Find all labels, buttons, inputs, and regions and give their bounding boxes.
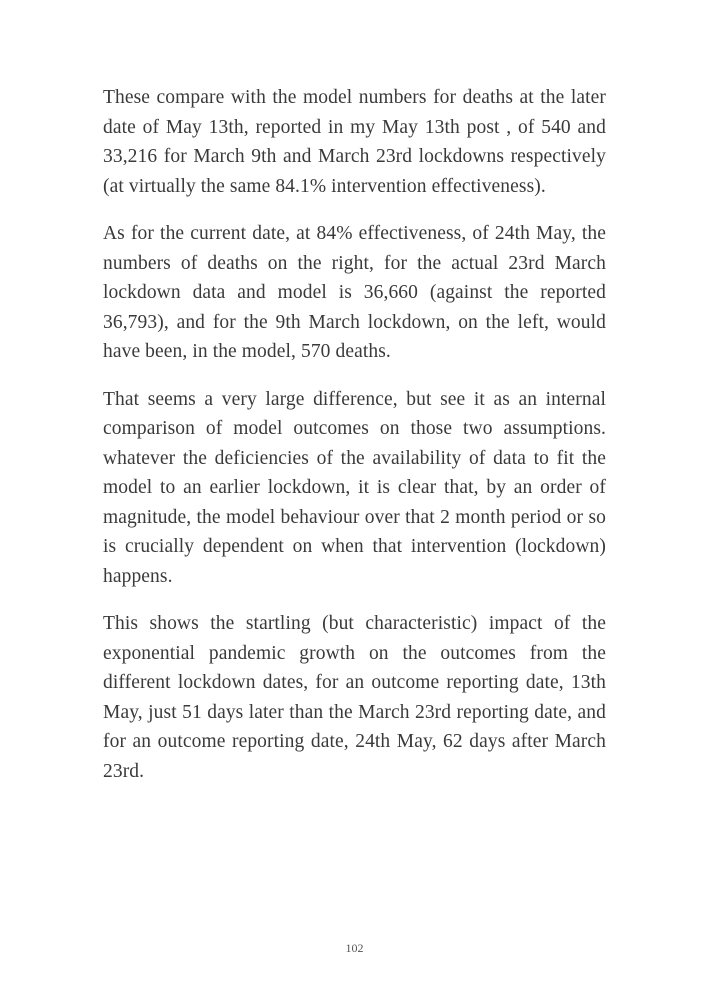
paragraph: That seems a very large difference, but see it as an internal comparison of model outcomes on those two assumptions. whatever the deficiencies of the availability of data to fit the model to an earlier lockdown, it is clear that, by an order of magnitude, the model behaviour over that 2 month period or so is crucially dependent on when that intervention (lockdown) happens.	[103, 388, 606, 587]
page-number: 102	[345, 941, 364, 955]
paragraph: As for the current date, at 84% effectiveness, of 24th May, the numbers of deaths on the right, for the actual 23rd March lockdown data and model is 36,660 (against the reported 36,793), and for the 9th March lockdown, on the left, would have been, in the model, 570 deaths.	[103, 223, 606, 362]
paragraph: These compare with the model numbers for deaths at the later date of May 13th, reported in my May 13th post , of 540 and 33,216 for March 9th and March 23rd lockdowns respectively (at virtually the same 84.1% intervention effectiveness).	[103, 87, 606, 197]
paragraph: This shows the startling (but characteristic) impact of the exponential pandemic growth on the outcomes from the different lockdown dates, for an outcome reporting date, 13th May, just 51 days later than the March 23rd reporting date, and for an outcome reporting date, 24th May, 62 days after March 23rd.	[103, 613, 606, 782]
page-content	[103, 83, 606, 804]
